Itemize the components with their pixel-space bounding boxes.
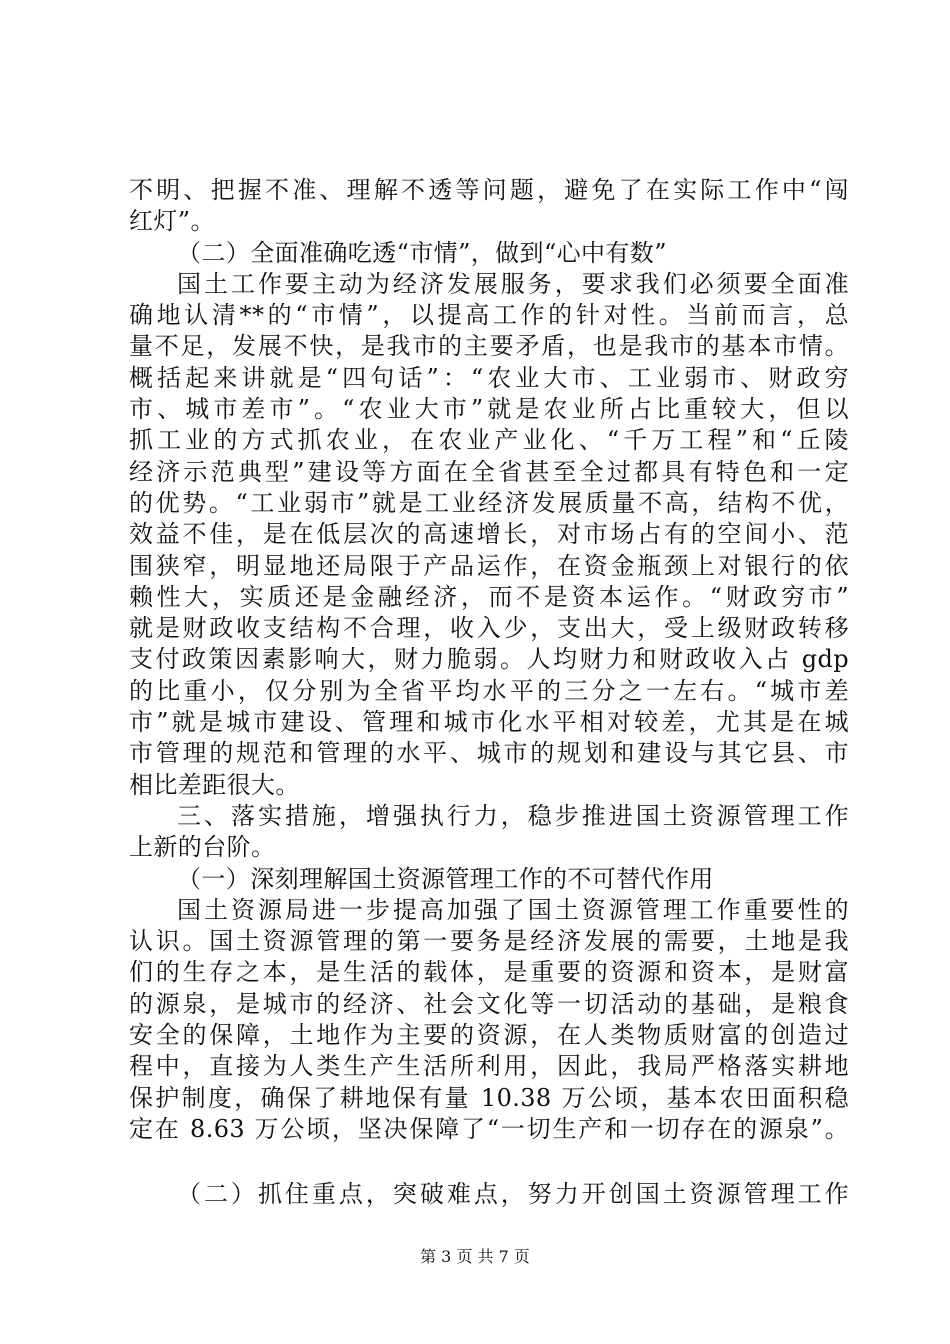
text-line: 三、落实措施，增强执行力，稳步推进国土资源管理工作 (177, 801, 849, 830)
text-line: 国土资源局进一步提高加强了国土资源管理工作重要性的 (177, 895, 849, 924)
text-line: 上新的台阶。 (129, 833, 276, 862)
text-line: （二）抓住重点，突破难点，努力开创国土资源管理工作 (177, 1180, 849, 1209)
text-line: 效益不佳，是在低层次的高速增长，对市场占有的空间小、范 (129, 520, 849, 549)
text-line: 支付政策因素影响大，财力脆弱。人均财力和财政收入占 gdp (129, 645, 849, 674)
text-line: 市管理的规范和管理的水平、城市的规划和建设与其它县、市 (129, 739, 849, 768)
text-line: 市”就是城市建设、管理和城市化水平相对较差，尤其是在城 (129, 708, 849, 737)
text-line: 经济示范典型”建设等方面在全省甚至全过都具有特色和一定 (129, 457, 849, 486)
text-line: 的比重小，仅分别为全省平均水平的三分之一左右。“城市差 (129, 676, 849, 705)
text-line: 量不足，发展不快，是我市的主要矛盾，也是我市的基本市情。 (129, 332, 849, 361)
text-line: 的源泉，是城市的经济、社会文化等一切活动的基础，是粮食 (129, 989, 849, 1018)
text-line: 围狭窄，明显地还局限于产品运作，在资金瓶颈上对银行的依 (129, 551, 849, 580)
text-line: 保护制度，确保了耕地保有量 10.38 万公顷，基本农田面积稳 (129, 1083, 849, 1112)
text-line: （二）全面准确吃透“市情”，做到“心中有数” (177, 238, 667, 267)
text-line: 不明、把握不准、理解不透等问题，避免了在实际工作中“闯 (129, 176, 849, 204)
text-line: 概括起来讲就是“四句话”：“农业大市、工业弱市、财政穷 (129, 363, 849, 392)
text-line: 确地认清**的“市情”，以提高工作的针对性。当前而言，总 (129, 301, 849, 330)
text-line: 相比差距很大。 (129, 770, 300, 799)
text-line: 市、城市差市”。“农业大市”就是农业所占比重较大，但以 (129, 395, 849, 424)
text-line: 们的生存之本，是生活的载体，是重要的资源和资本，是财富 (129, 958, 849, 987)
text-line: 抓工业的方式抓农业，在农业产业化、“千万工程”和“丘陵 (129, 426, 849, 455)
page-footer: 第 3 页 共 7 页 (420, 1247, 530, 1266)
text-line: （一）深刻理解国土资源管理工作的不可替代作用 (177, 864, 714, 893)
text-line: 安全的保障，土地作为主要的资源，在人类物质财富的创造过 (129, 1021, 849, 1050)
text-line: 的优势。“工业弱市”就是工业经济发展质量不高，结构不优， (129, 488, 849, 517)
text-line: 认识。国土资源管理的第一要务是经济发展的需要，土地是我 (129, 927, 849, 956)
document-body (129, 175, 849, 1211)
text-line: 就是财政收支结构不合理，收入少，支出大，受上级财政转移 (129, 614, 849, 643)
paragraph-gap (129, 1145, 849, 1179)
text-line: 程中，直接为人类生产生活所利用，因此，我局严格落实耕地 (129, 1052, 849, 1081)
text-line: 赖性大，实质还是金融经济，而不是资本运作。“财政穷市” (129, 582, 849, 611)
text-line: 国土工作要主动为经济发展服务，要求我们必须要全面准 (177, 269, 849, 298)
text-line: 红灯”。 (129, 207, 215, 236)
text-line: 定在 8.63 万公顷，坚决保障了“一切生产和一切存在的源泉”。 (129, 1114, 849, 1143)
